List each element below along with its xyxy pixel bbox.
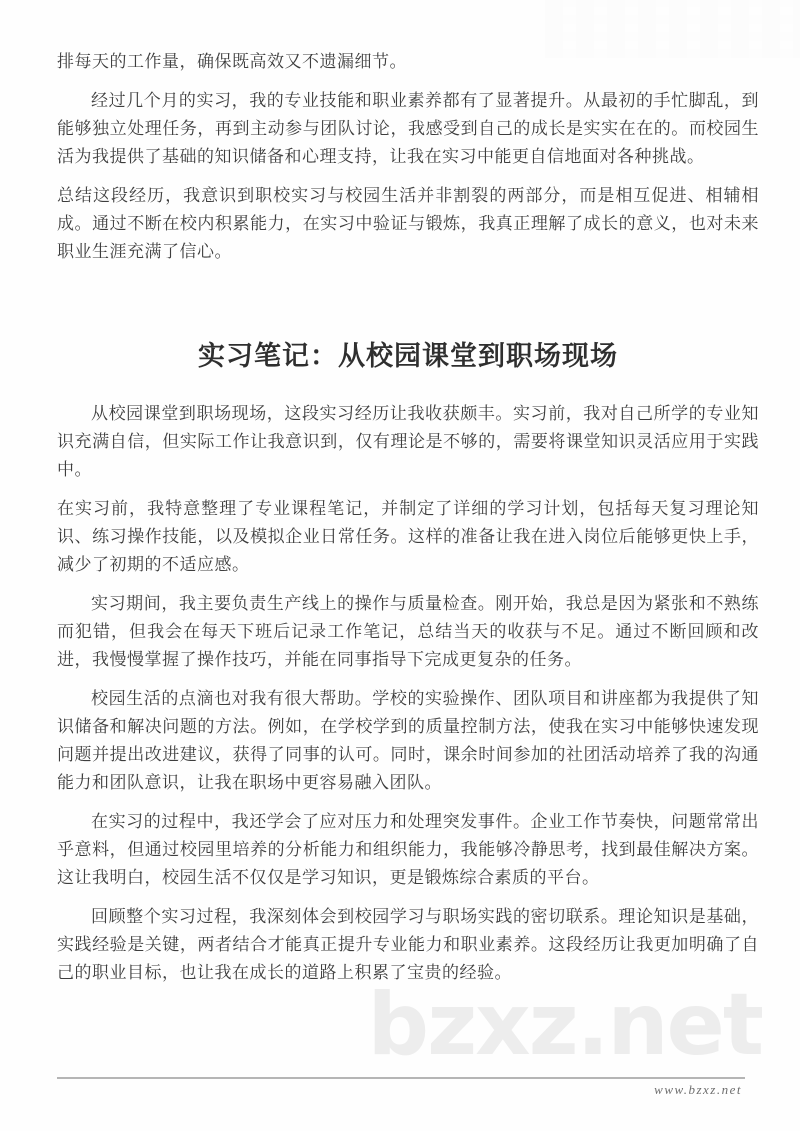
paragraph: 总结这段经历，我意识到职校实习与校园生活并非割裂的两部分，而是相互促进、相辅相成。通过不断在校内积累能力，在实习中验证与锻炼，我真正理解了成长的意义，也对未来职业生涯充满了信心。 [57,186,759,261]
paragraph: 在实习前，我特意整理了专业课程笔记，并制定了详细的学习计划，包括每天复习理论知识、练习操作技能，以及模拟企业日常任务。这样的准备让我在进入岗位后能够更快上手，减少了初期的不适应感。 [57,499,759,574]
document-title: 实习笔记：从校园课堂到职场现场 [198,341,618,371]
paragraph-continuation: 排每天的工作量，确保既高效又不遗漏细节。 [57,52,407,71]
paragraph: 回顾整个实习过程，我深刻体会到校园学习与职场实践的密切联系。理论知识是基础，实践经验是关键，两者结合才能真正提升专业能力和职业素养。这段经历让我更加明确了自己的职业目标，也让我在成长的道路上积累了宝贵的经验。 [57,907,759,982]
paragraph: 从校园课堂到职场现场，这段实习经历让我收获颇丰。实习前，我对自己所学的专业知识充满自信，但实际工作让我意识到，仅有理论是不够的，需要将课堂知识灵活应用于实践中。 [57,404,759,479]
paragraph: 在实习的过程中，我还学会了应对压力和处理突发事件。企业工作节奏快，问题常常出乎意料，但通过校园里培养的分析能力和组织能力，我能够冷静思考，找到最佳解决方案。这让我明白，校园生活不仅仅是学习知识，更是锻炼综合素质的平台。 [57,812,759,887]
watermark-text: bzxz.net [367,975,762,1075]
paragraph: 实习期间，我主要负责生产线上的操作与质量检查。刚开始，我总是因为紧张和不熟练而犯错，但我会在每天下班后记录工作笔记，总结当天的收获与不足。通过不断回顾和改进，我慢慢掌握了操作技巧，并能在同事指导下完成更复杂的任务。 [57,594,759,669]
footer-site-url: www.bzxz.net [654,1082,742,1097]
paragraph: 经过几个月的实习，我的专业技能和职业素养都有了显著提升。从最初的手忙脚乱，到能够独立处理任务，再到主动参与团队讨论，我感受到自己的成长是实实在在的。而校园生活为我提供了基础的知识储备和心理支持，让我在实习中能更自信地面对各种挑战。 [57,91,759,166]
paragraph: 校园生活的点滴也对我有很大帮助。学校的实验操作、团队项目和讲座都为我提供了知识储备和解决问题的方法。例如，在学校学到的质量控制方法，使我在实习中能够快速发现问题并提出改进建议，获得了同事的认可。同时，课余时间参加的社团活动培养了我的沟通能力和团队意识，让我在职场中更容易融入团队。 [57,689,759,792]
footer-divider [57,1077,745,1079]
document-content [57,48,759,998]
